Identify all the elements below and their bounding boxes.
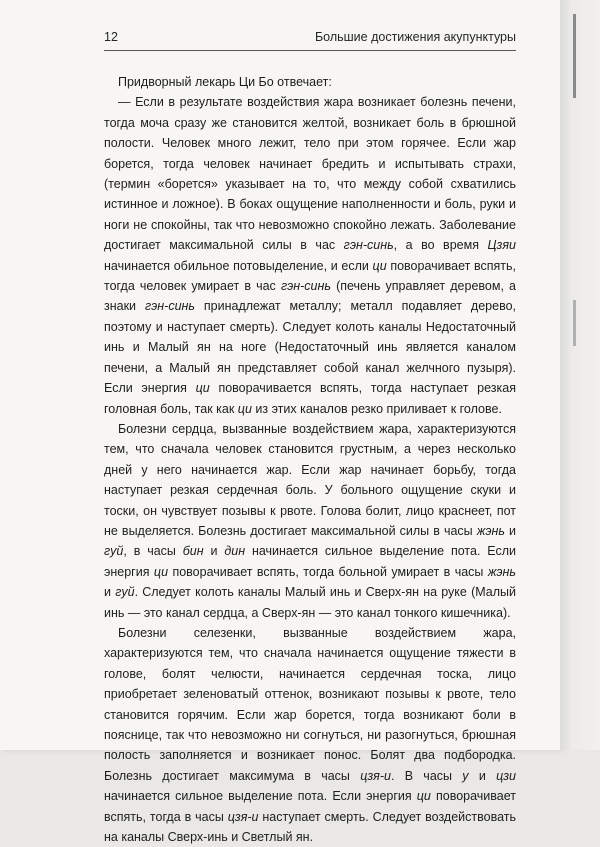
text-run: начинается сильное выделение пота. Если энергия bbox=[104, 544, 517, 579]
header-rule bbox=[104, 50, 516, 51]
text-run: и bbox=[468, 768, 497, 783]
text-run: . Следует колоть каналы Малый инь и Сверх-ян на руке (Малый инь — это канал сердца, а Сверх-ян — это канал тонкого кишечника). bbox=[104, 585, 516, 620]
italic-term: гэн-синь bbox=[280, 279, 331, 294]
italic-term: ци bbox=[372, 258, 387, 273]
italic-term: гуй bbox=[104, 544, 124, 559]
edge-marker-top bbox=[573, 14, 576, 98]
page-number: 12 bbox=[104, 30, 118, 44]
text-run: из этих каналов резко приливает к голове. bbox=[251, 401, 502, 416]
edge-marker-middle bbox=[573, 300, 576, 346]
text-run: поворачивает вспять, тогда человек умирает в час bbox=[104, 258, 516, 294]
text-run: , а во время bbox=[393, 238, 488, 253]
paragraph bbox=[104, 92, 516, 419]
text-run: поворачивается вспять, тогда наступает резкая головная боль, так как bbox=[104, 381, 516, 416]
text-run: , в часы bbox=[123, 544, 183, 559]
italic-term: Цзяи bbox=[487, 238, 516, 253]
text-run: . В часы bbox=[390, 768, 463, 783]
italic-term: ци bbox=[195, 381, 210, 396]
text-run: начинается обильное потовыделение, и если bbox=[104, 258, 373, 273]
text-run: Болезни селезенки, вызванные воздействием жара, характеризуются тем, что сначала начинается ощущение тяжести в голове, болят челюсти, начинается сердечная тоска, лицо приобретает зеленоватый оттенок, возникают позывы к рвоте, тело становится горячим. Если жар борется, тогда возникают боли в пояснице, так что невозможно ни согнуться, ни разогнуться, брюшная полость заполняется и возникает понос. Болят два подбородка. Болезнь достигает максимума в часы bbox=[104, 625, 516, 783]
italic-term: цзя-и bbox=[360, 768, 391, 783]
italic-term: ци bbox=[237, 401, 252, 416]
italic-term: гуй bbox=[115, 585, 135, 600]
italic-term: гэн-синь bbox=[343, 238, 394, 253]
text-run: Болезни сердца, вызванные воздействием жара, характеризуются тем, что сначала человек становится грустным, а через несколько дней у него начинается жар. Если жар начинает борьбу, тогда наступает резкая сердечная боль. У больного ощущение скуки и тоски, он чувствует позывы к рвоте. Голова болит, лицо краснеет, пот не выделяется. Болезнь достигает максимальной силы в часы bbox=[104, 421, 516, 538]
running-header bbox=[104, 30, 516, 48]
italic-term: жэнь bbox=[476, 523, 505, 538]
italic-term: дин bbox=[224, 544, 246, 559]
paragraph bbox=[104, 623, 516, 847]
text-run: — Если в результате воздействия жара возникает болезнь печени, тогда моча сразу же становится желтой, возникает боль в брюшной полости. Человек много лежит, тело при этом горячее. Если жар борется, тогда человек начинает бредить и испытывать страхи, (термин «борется» указывает на то, что между собой схватились истинное и ложное). В боках ощущение наполненности и боль, руки и ноги не спокойны, так что невозможно спокойно лежать. Заболевание достигает максимальной силы в час bbox=[104, 95, 516, 253]
text-run: (печень управляет деревом, а знаки bbox=[104, 279, 516, 314]
body-text bbox=[104, 72, 516, 847]
text-run: и bbox=[203, 544, 225, 559]
text-run: поворачивает вспять, тогда больной умирает в часы bbox=[168, 564, 488, 579]
text-run: принадлежат металлу; металл подавляет дерево, поэтому и наступает смерть). Следует колоть каналы Недостаточный инь и Малый ян на ноге (Недостаточный инь является каналом печени, а Малый ян представляет собой канал желчного пузыря). Если энергия bbox=[104, 299, 516, 396]
italic-term: цзя-и bbox=[227, 809, 259, 824]
text-run: наступает смерть. Следует воздействовать на каналы Сверх-инь и Светлый ян. bbox=[104, 809, 517, 845]
italic-term: у bbox=[462, 768, 469, 783]
page-edge bbox=[560, 0, 600, 750]
text-run: Придворный лекарь Ци Бо отвечает: bbox=[118, 75, 332, 89]
text-run: и bbox=[504, 523, 516, 538]
text-run: поворачивает вспять, тогда в часы bbox=[104, 789, 517, 824]
paragraph bbox=[104, 419, 516, 623]
paragraph bbox=[104, 72, 516, 92]
italic-term: цзи bbox=[496, 768, 517, 783]
italic-term: ци bbox=[153, 564, 169, 579]
italic-term: ци bbox=[416, 789, 431, 804]
italic-term: гэн-синь bbox=[144, 299, 195, 314]
italic-term: жэнь bbox=[487, 564, 517, 579]
text-run: начинается сильное выделение пота. Если энергия bbox=[104, 789, 417, 804]
text-run: и bbox=[104, 585, 116, 600]
running-title: Большие достижения акупунктуры bbox=[314, 30, 516, 44]
italic-term: бин bbox=[182, 544, 204, 559]
